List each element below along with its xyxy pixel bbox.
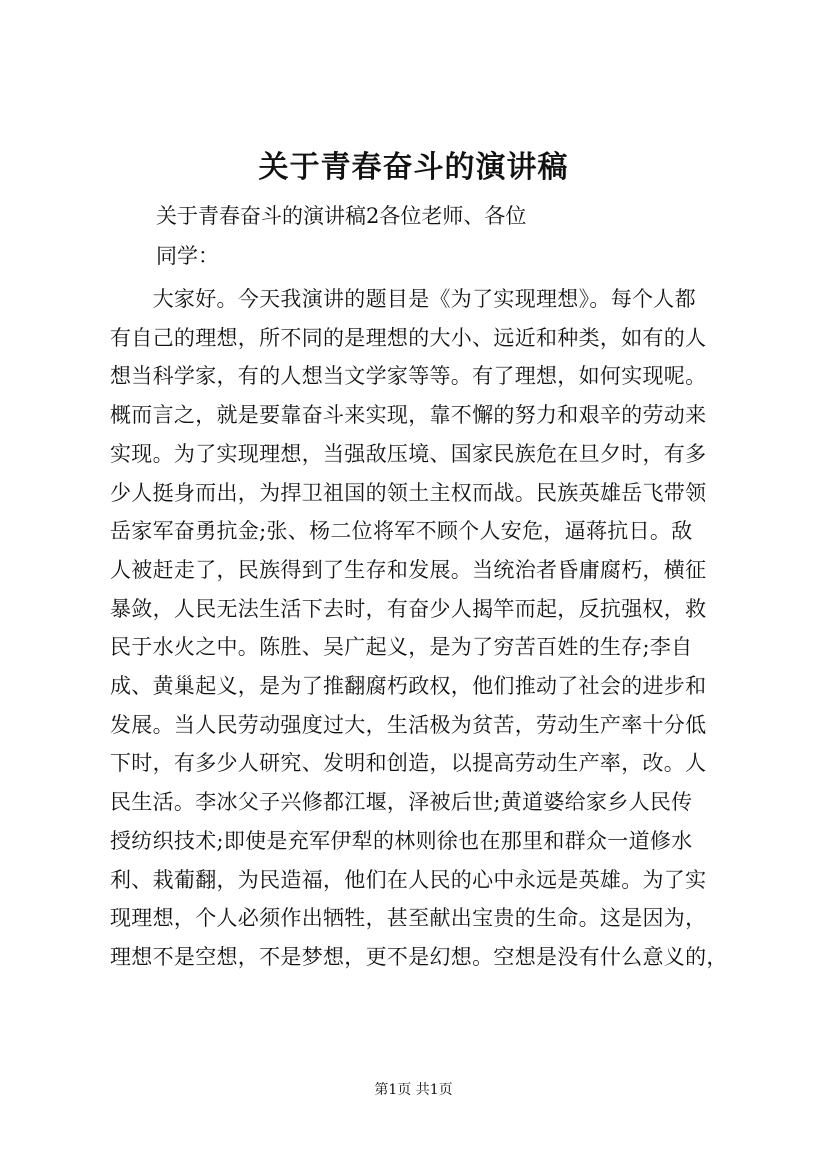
speech-body	[110, 280, 730, 977]
body-line: 有自己的理想，所不同的是理想的大小、远近和种类，如有的人	[110, 325, 707, 350]
body-line: 概而言之，就是要靠奋斗来实现，靠不懈的努力和艰辛的劳动来	[110, 403, 707, 428]
body-line: 成、黄巢起义，是为了推翻腐朽政权，他们推动了社会的进步和	[110, 674, 707, 699]
body-line: 岳家军奋勇抗金;张、杨二位将军不顾个人安危，逼蒋抗日。敌	[110, 519, 693, 544]
greeting-line: 同学：	[156, 244, 219, 268]
body-line: 民于水火之中。陈胜、吴广起义，是为了穷苦百姓的生存;李自	[110, 635, 693, 660]
document-title: 关于青春奋斗的演讲稿	[258, 150, 569, 185]
body-line: 人被赶走了，民族得到了生存和发展。当统治者昏庸腐朽，横征	[110, 557, 707, 582]
body-line: 少人挺身而出，为捍卫祖国的领土主权而战。民族英雄岳飞带领	[110, 480, 707, 505]
body-line: 授纺织技术;即使是充军伊犁的林则徐也在那里和群众一道修水	[110, 828, 693, 853]
body-line: 利、栽葡翻，为民造福，他们在人民的心中永远是英雄。为了实	[110, 867, 707, 892]
body-line: 暴敛，人民无法生活下去时，有奋少人揭竿而起，反抗强权，救	[110, 596, 707, 621]
body-line: 想当科学家，有的人想当文学家等等。有了理想，如何实现呢。	[110, 364, 707, 389]
body-line: 理想不是空想，不是梦想，更不是幻想。空想是没有什么意义的，	[110, 944, 728, 969]
body-line: 大家好。今天我演讲的题目是《为了实现理想》。每个人都	[110, 287, 696, 311]
body-line: 现理想，个人必须作出牺牲，甚至献出宝贵的生命。这是因为，	[110, 906, 707, 931]
document-subtitle: 关于青春奋斗的演讲稿2各位老师、各位	[156, 204, 527, 228]
body-line: 发展。当人民劳动强度过大，生活极为贫苦，劳动生产率十分低	[110, 712, 707, 737]
page-number-footer: 第1页 共1页	[374, 1082, 453, 1098]
body-line: 实现。为了实现理想，当强敌压境、国家民族危在旦夕时，有多	[110, 441, 707, 466]
body-line: 下时，有多少人研究、发明和创造，以提高劳动生产率，改。人	[110, 751, 707, 776]
body-line: 民生活。李冰父子兴修都江堰，泽被后世;黄道婆给家乡人民传	[110, 790, 693, 815]
